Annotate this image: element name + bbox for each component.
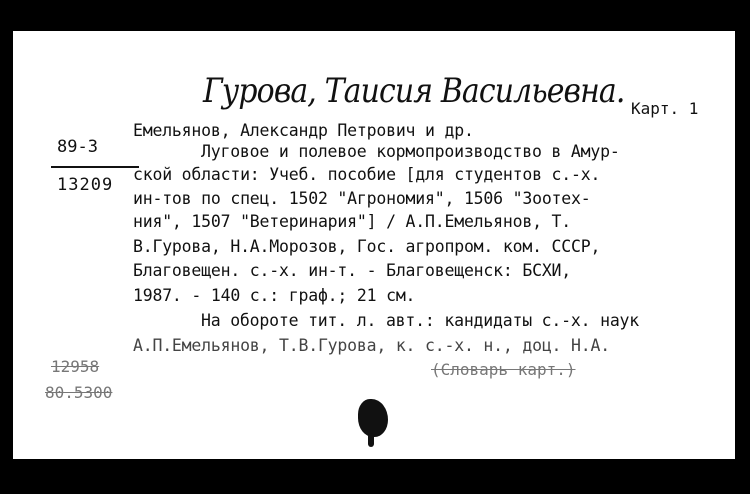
body-line-6: Благовещен. с.-х. ин-т. - Благовещенск: БСХИ, <box>133 261 572 280</box>
body-line-7: 1987. - 140 с.: граф.; 21 см. <box>133 286 416 305</box>
faded-number-1: 12958 <box>51 357 100 376</box>
ink-drip-icon <box>368 433 374 447</box>
body-line-5: В.Гурова, Н.А.Морозов, Гос. агропром. ком. СССР, <box>133 237 601 256</box>
inventory-number: 13209 <box>57 175 114 195</box>
note-line-2: А.П.Емельянов, Т.В.Гурова, к. с.-х. н., доц. Н.А. <box>133 336 610 355</box>
body-line-4: ния", 1507 "Ветеринария"] / А.П.Емельянов, Т. <box>133 212 572 231</box>
note-line-1: На обороте тит. л. авт.: кандидаты с.-х. наук <box>201 311 640 330</box>
call-number-divider <box>51 166 139 168</box>
faded-stamp: (Словарь карт.) <box>431 360 576 379</box>
call-number: 89-3 <box>57 137 98 157</box>
catalog-card <box>13 31 735 459</box>
body-line-2: ской области: Учеб. пособие [для студентов с.-х. <box>133 165 601 184</box>
author-line: Емельянов, Александр Петрович и др. <box>133 121 474 140</box>
ink-blot-icon <box>358 399 388 437</box>
card-number: Карт. 1 <box>631 99 699 118</box>
handwritten-author-name: Гурова, Таисия Васильевна. <box>203 71 625 111</box>
body-line-1: Луговое и полевое кормопроизводство в Амур- <box>201 142 620 161</box>
faded-number-2: 80.5300 <box>45 383 113 402</box>
body-line-3: ин-тов по спец. 1502 "Агрономия", 1506 "Зоотех- <box>133 189 591 208</box>
